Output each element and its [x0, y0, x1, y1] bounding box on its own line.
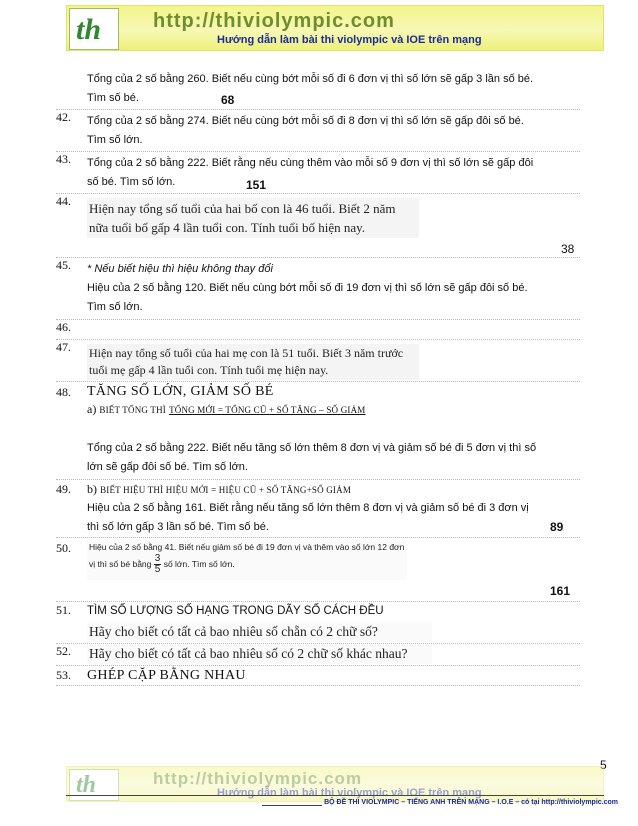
section-heading: GHÉP CẶP BẰNG NHAU	[87, 668, 246, 683]
banner-url: http://thiviolympic.com	[153, 769, 363, 788]
problem-text: Hiệu của 2 số bằng 161. Biết rằng nếu tăng số lớn thêm 8 đơn vị và giảm số bé đi 3 đơn vị thì số lớn gấp 3 lần số bé. Tìm số bé.	[87, 502, 529, 533]
section-heading: TÌM SỐ LƯỢNG SỐ HẠNG TRONG DÃY SỐ CÁCH ĐỀU	[87, 605, 384, 617]
page-number: 5	[600, 758, 607, 772]
problem-image: Hiệu của 2 số bằng 41. Biết nếu giảm số bé đi 19 đơn vị và thêm vào số lớn 12 đơn vị thì số bé bằng $\frac{3}{5}$ số lớn. Tìm số lớn.	[87, 540, 407, 580]
problem-number: 43.	[56, 152, 71, 166]
problem-image: Hiện nay tổng số tuổi của hai mẹ con là 51 tuổi. Biết 3 năm trước tuổi mẹ gấp 4 lần tuổi con. Tính tuổi mẹ hiện nay.	[87, 344, 419, 380]
problem-number: 45.	[56, 258, 71, 272]
banner-subtitle: Hướng dẫn làm bài thi violympic và IOE trên mạng	[217, 787, 482, 799]
site-logo: th	[69, 8, 119, 50]
rule-formula: TỔNG MỚI = TỔNG CŨ + SỐ TĂNG – SỐ GIẢM	[169, 405, 366, 415]
note: * Nếu biết hiệu thì hiệu không thay đổi	[87, 263, 273, 275]
problem-number: 53.	[56, 668, 71, 682]
problem-text: Tổng của 2 số bằng 274. Biết nếu cùng bớt mỗi số đi 8 đơn vị thì số lớn sẽ gấp đôi số bé. Tìm số lớn.	[87, 115, 524, 146]
problem-44	[56, 194, 580, 258]
rule-line: b) BIẾT HIỆU THÌ HIỆU MỚI = HIỆU CŨ + SỐ TĂNG+SỐ GIẢM	[87, 482, 352, 496]
problem-49	[56, 480, 580, 538]
footer-divider	[66, 795, 604, 796]
problem-number: 47.	[56, 340, 71, 354]
fraction: $\frac{3}{5}$	[154, 553, 161, 575]
problem-41-continued	[56, 68, 580, 110]
footer-text: BỘ ĐỀ THI VIOLYMPIC – TIẾNG ANH TRÊN MẠNG – I.O.E – có tại http://thiviolympic.com	[0, 799, 618, 806]
site-logo: th	[69, 769, 119, 801]
problem-51	[56, 602, 580, 644]
section-heading: TĂNG SỐ LỚN, GIẢM SỐ BÉ	[87, 384, 274, 399]
answer: 161	[550, 584, 571, 598]
answer: 68	[221, 93, 235, 107]
answer: 38	[561, 242, 575, 256]
problem-53	[56, 666, 580, 686]
problem-46	[56, 320, 580, 340]
problem-47	[56, 340, 580, 382]
problem-number: 48.	[56, 385, 71, 399]
banner-url[interactable]: http://thiviolympic.com	[153, 10, 395, 32]
problem-number: 52.	[56, 644, 71, 658]
problem-number: 42.	[56, 110, 71, 124]
problem-image: Hãy cho biết có tất cả bao nhiêu số có 2 chữ số khác nhau?	[87, 644, 432, 664]
answer: 89	[550, 520, 564, 534]
problem-number: 51.	[56, 603, 71, 617]
problem-45	[56, 258, 580, 320]
answer: 151	[246, 178, 267, 192]
problem-52	[56, 644, 580, 666]
problem-image: Hiện nay tổng số tuổi của hai bố con là 46 tuổi. Biết 2 năm nữa tuổi bố gấp 4 lần tuổi con. Tính tuổi bố hiện nay.	[87, 198, 419, 238]
header-banner	[66, 5, 604, 51]
problem-image: Hãy cho biết có tất cả bao nhiêu số chẵn có 2 chữ số?	[87, 622, 432, 642]
problem-50	[56, 538, 580, 602]
problem-number: 46.	[56, 320, 71, 334]
banner-subtitle: Hướng dẫn làm bài thi violympic và IOE trên mạng	[217, 34, 482, 46]
problem-48	[56, 382, 580, 480]
problem-text: * Nếu biết hiệu thì hiệu không thay đổi Hiệu của 2 số bằng 120. Biết nếu cùng bớt mỗi số đi 19 đơn vị thì số lớn sẽ gấp đôi số bé. Tìm số lớn.	[87, 260, 580, 317]
problem-text: Tổng của 2 số bằng 222. Biết nếu tăng số lớn thêm 8 đơn vị và giảm số bé đi 5 đơn vị thì số lớn sẽ gấp đôi số bé. Tìm số lớn.	[87, 442, 537, 473]
problem-number: 44.	[56, 194, 71, 208]
rule-line: a) BIẾT TỔNG THÌ TỔNG MỚI = TỔNG CŨ + SỐ TĂNG – SỐ GIẢM	[87, 402, 366, 416]
problem-number: 50.	[56, 541, 71, 555]
footer-banner	[66, 766, 604, 802]
problem-text: Tổng của 2 số bằng 222. Biết rằng nếu cùng thêm vào mỗi số 9 đơn vị thì số lớn sẽ gấp đôi số bé. Tìm số lớn.	[87, 157, 534, 188]
problem-42	[56, 110, 580, 152]
footer-rule	[262, 799, 322, 806]
problem-43	[56, 152, 580, 194]
problem-number: 49.	[56, 482, 71, 496]
problem-text: Tổng của 2 số bằng 260. Biết nếu cùng bớt mỗi số đi 6 đơn vị thì số lớn sẽ gấp 3 lần số bé. Tìm số bé.	[87, 73, 534, 104]
